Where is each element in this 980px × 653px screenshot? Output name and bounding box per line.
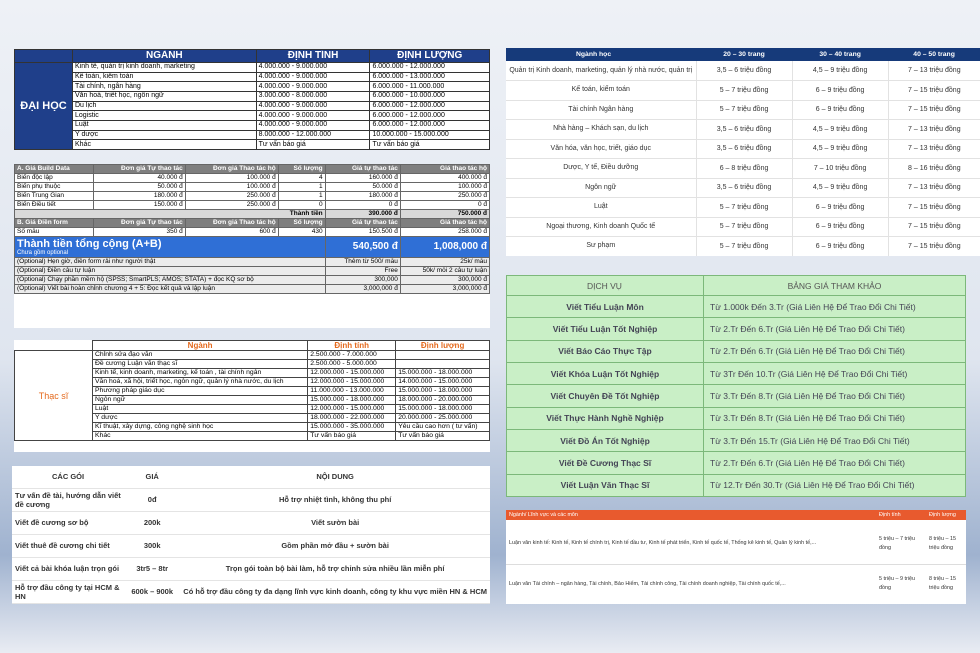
service-row xyxy=(507,452,966,474)
table-cell: Tài chính, ngân hàng xyxy=(73,82,257,92)
optional-row xyxy=(15,276,490,285)
table-body xyxy=(15,351,490,441)
page-count-price-panel xyxy=(506,48,980,256)
table-cell: 6.000.000 - 13.000.000 xyxy=(370,72,490,82)
grand-total-note: Chưa gồm optional xyxy=(17,249,69,256)
table-cell: Tư vấn báo giá xyxy=(396,432,490,441)
table-row xyxy=(506,217,980,237)
table-cell: 6 – 9 triệu đồng xyxy=(792,198,888,218)
table-cell: Kế toán, kiểm toán xyxy=(73,72,257,82)
service-price: Từ 12.Tr Đến 30.Tr (Giá Liên Hệ Để Trao Đổi Chi Tiết) xyxy=(704,474,966,496)
table-cell: 15.000.000 - 35.000.000 xyxy=(308,423,396,432)
col-header-nganh: Ngành xyxy=(93,341,308,351)
table-row xyxy=(15,101,490,111)
table-cell: Luật xyxy=(73,120,257,130)
level-label: ĐẠI HỌC xyxy=(15,63,73,150)
header-cell: Số lượng xyxy=(278,219,325,228)
table-row xyxy=(15,63,490,73)
table-cell: 258.000 đ xyxy=(400,228,489,237)
university-price-table xyxy=(14,49,490,150)
table-body xyxy=(15,165,490,294)
table-row xyxy=(15,120,490,130)
table-cell: Chỉnh sửa đạo văn xyxy=(93,351,308,360)
table-cell: Luận văn Tài chính – ngân hàng, Tài chính, Bảo Hiểm, Tài chính công, Tài chính doanh nghiệp, Tài chính quốc tế,... xyxy=(506,564,876,604)
table-cell: 0 xyxy=(278,201,325,210)
col-header-40-50: 40 – 50 trang xyxy=(888,48,980,61)
table-cell: 250.000 đ xyxy=(400,192,489,201)
table-cell: 3,5 – 6 triệu đồng xyxy=(696,61,792,81)
table-cell: Viết cả bài khóa luận trọn gói xyxy=(12,557,124,580)
table-cell: 8.000.000 - 12.000.000 xyxy=(256,130,370,140)
table-cell: 1 xyxy=(278,183,325,192)
thesis-field-price-panel xyxy=(506,510,966,604)
table-cell: 300k xyxy=(124,534,180,557)
table-cell: 5 – 7 triệu đồng xyxy=(696,198,792,218)
table-row xyxy=(506,159,980,179)
grand-total-self: 540,500 đ xyxy=(325,237,400,258)
service-price: Từ 2.Tr Đến 6.Tr (Giá Liên Hệ Để Trao Đổi Chi Tiết) xyxy=(704,340,966,362)
table-cell: 100.000 đ xyxy=(185,174,278,183)
table-row xyxy=(506,178,980,198)
table-cell: 15.000.000 - 18.000.000 xyxy=(396,405,490,414)
table-cell: 15.000.000 - 18.000.000 xyxy=(396,387,490,396)
table-cell: 3,5 – 6 triệu đồng xyxy=(696,120,792,140)
optional-self: Free xyxy=(325,267,400,276)
col-header-dinh-luong: Định lượng xyxy=(396,341,490,351)
table-row xyxy=(506,61,980,81)
service-row xyxy=(507,318,966,340)
service-row xyxy=(507,340,966,362)
table-cell: 15.000.000 - 18.000.000 xyxy=(396,369,490,378)
table-cell: 5 – 7 triệu đồng xyxy=(696,100,792,120)
level-label: Thạc sĩ xyxy=(15,351,93,441)
col-header-dinh-luong: ĐỊNH LƯỢNG xyxy=(370,50,490,63)
table-cell: Tư vấn đề tài, hướng dẫn viết đề cương xyxy=(12,488,124,511)
table-body xyxy=(507,296,966,497)
optional-row xyxy=(15,267,490,276)
table-cell: 7 – 13 triệu đồng xyxy=(888,120,980,140)
table-cell: 6.000.000 - 10.000.000 xyxy=(370,91,490,101)
header-cell: Số lượng xyxy=(278,165,325,174)
table-cell: Biến phụ thuộc xyxy=(15,183,94,192)
table-cell: Kế toán, kiểm toán xyxy=(506,81,696,101)
col-header-30-40: 30 – 40 trang xyxy=(792,48,888,61)
table-cell: Nhà hàng – Khách sạn, du lịch xyxy=(506,120,696,140)
header-cell: Đơn giá Thao tác hộ xyxy=(185,165,278,174)
table-body xyxy=(506,61,980,256)
service-name: Viết Chuyên Đề Tốt Nghiệp xyxy=(507,385,704,407)
optional-label: (Optional) Viết bài hoàn chỉnh chương 4 + 5: Đọc kết quả và lập luận xyxy=(15,285,326,294)
table-cell: 4,5 – 9 triệu đồng xyxy=(792,139,888,159)
table-cell xyxy=(396,351,490,360)
optional-label: (Optional) Hẹn giờ, điền form rải như người thật xyxy=(15,258,326,267)
table-cell: Tài chính Ngân hàng xyxy=(506,100,696,120)
table-cell: 7 – 13 triệu đồng xyxy=(888,139,980,159)
col-header-noi-dung: NỘI DUNG xyxy=(180,466,490,488)
table-cell: 2.500.000 - 5.000.000 xyxy=(308,360,396,369)
service-price: Từ 3.Tr Đến 8.Tr (Giá Liên Hệ Để Trao Đổi Chi Tiết) xyxy=(704,407,966,429)
service-price: Từ 3Tr Đến 10.Tr (Giá Liên Hệ Để Trao Đổi Chi Tiết) xyxy=(704,362,966,384)
table-cell: 7 – 15 triệu đồng xyxy=(888,217,980,237)
table-cell: Đề cương Luận văn thạc sĩ xyxy=(93,360,308,369)
optional-service: 50k/ mỗi 2 câu tự luận xyxy=(400,267,489,276)
table-cell: Logistic xyxy=(73,111,257,121)
page-count-price-table xyxy=(506,48,980,256)
optional-row xyxy=(15,285,490,294)
table-row xyxy=(506,524,966,564)
header-cell: Giá tự thao tác xyxy=(325,219,400,228)
subtotal-row xyxy=(15,210,490,219)
table-cell xyxy=(396,360,490,369)
table-cell: 6.000.000 - 12.000.000 xyxy=(370,101,490,111)
service-name: Viết Tiểu Luận Tốt Nghiệp xyxy=(507,318,704,340)
table-row xyxy=(15,228,490,237)
service-price: Từ 3.Tr Đến 15.Tr (Giá Liên Hệ Để Trao Đổi Chi Tiết) xyxy=(704,429,966,451)
table-cell: Viết đề cương sơ bộ xyxy=(12,511,124,534)
table-cell: 1 xyxy=(278,192,325,201)
table-cell: 15.000.000 - 18.000.000 xyxy=(308,396,396,405)
table-cell: 600 đ xyxy=(185,228,278,237)
table-cell: 7 – 13 triệu đồng xyxy=(888,61,980,81)
table-cell: 6.000.000 - 12.000.000 xyxy=(370,111,490,121)
table-cell: Trọn gói toàn bộ bài làm, hỗ trợ chỉnh sửa nhiều lần miễn phí xyxy=(180,557,490,580)
subtotal-self: 390.000 đ xyxy=(325,210,400,219)
table-cell: 150.500 đ xyxy=(325,228,400,237)
optional-label: (Optional) Điền câu tự luận xyxy=(15,267,326,276)
table-row xyxy=(15,91,490,101)
table-cell: 0đ xyxy=(124,488,180,511)
header-cell: Đơn giá Tự thao tác xyxy=(94,165,186,174)
table-cell: Ngôn ngữ xyxy=(93,396,308,405)
table-cell: 5 – 7 triệu đồng xyxy=(696,81,792,101)
master-price-table-panel xyxy=(14,340,490,452)
table-cell: 150.000 đ xyxy=(94,201,186,210)
service-name: Viết Tiểu Luận Môn xyxy=(507,296,704,318)
table-cell: 7 – 15 triệu đồng xyxy=(888,198,980,218)
table-cell: 6 – 8 triệu đồng xyxy=(696,159,792,179)
table-cell: Có hỗ trợ đầu công ty đa dạng lĩnh vực kinh doanh, công ty khu vực miền HN & HCM xyxy=(180,580,490,603)
table-row xyxy=(15,140,490,150)
service-name: Viết Thực Hành Nghề Nghiệp xyxy=(507,407,704,429)
table-cell: Ngôn ngữ xyxy=(506,178,696,198)
table-cell: 4 xyxy=(278,174,325,183)
service-row xyxy=(507,429,966,451)
table-cell: 20.000.000 - 25.000.000 xyxy=(396,414,490,423)
header-cell: Giá tự thao tác xyxy=(325,165,400,174)
table-cell: Tư vấn báo giá xyxy=(370,140,490,150)
service-price: Từ 1.000k Đến 3.Tr (Giá Liên Hệ Để Trao Đổi Chi Tiết) xyxy=(704,296,966,318)
table-cell: Hỗ trợ đầu công ty tại HCM & HN xyxy=(12,580,124,603)
table-cell: Văn hoá, triết học, ngôn ngữ xyxy=(73,91,257,101)
optional-self: 3,000,000 đ xyxy=(325,285,400,294)
table-cell: 200k xyxy=(124,511,180,534)
table-cell: Phương pháp giáo dục xyxy=(93,387,308,396)
table-cell: Kinh tế, kinh doanh, marketing, kế toán , tài chính ngân xyxy=(93,369,308,378)
table-cell: Viết sườn bài xyxy=(180,511,490,534)
table-cell: Tư vấn báo giá xyxy=(308,432,396,441)
table-cell: 100.000 đ xyxy=(400,183,489,192)
table-cell: Số mẫu xyxy=(15,228,94,237)
table-cell: 3.000.000 - 8.000.000 xyxy=(256,91,370,101)
table-cell: 100.000 đ xyxy=(185,183,278,192)
table-cell: 430 xyxy=(278,228,325,237)
table-cell: Biến Trung Gian xyxy=(15,192,94,201)
table-cell: Yêu cầu cao hơn ( tư vấn) xyxy=(396,423,490,432)
table-cell: Y dược xyxy=(73,130,257,140)
table-cell: 6.000.000 - 12.000.000 xyxy=(370,63,490,73)
service-row xyxy=(507,474,966,496)
table-row xyxy=(506,139,980,159)
table-cell: 180.000 đ xyxy=(94,192,186,201)
table-cell: Gồm phần mở đầu + sườn bài xyxy=(180,534,490,557)
header-cell: Đơn giá Tự thao tác xyxy=(94,219,186,228)
service-name: Viết Khóa Luận Tốt Nghiệp xyxy=(507,362,704,384)
table-row xyxy=(15,111,490,121)
table-cell: 350 đ xyxy=(94,228,186,237)
table-cell: 600k – 900k xyxy=(124,580,180,603)
service-name: Viết Luận Văn Thạc Sĩ xyxy=(507,474,704,496)
package-row xyxy=(12,511,490,534)
table-cell: Y dược xyxy=(93,414,308,423)
header-cell: Giá thao tác hộ xyxy=(400,165,489,174)
table-cell: 6 – 9 triệu đồng xyxy=(792,217,888,237)
table-cell: 4,5 – 9 triệu đồng xyxy=(792,61,888,81)
table-cell: Khác xyxy=(93,432,308,441)
package-row xyxy=(12,488,490,511)
table-cell: 18.000.000 - 20.000.000 xyxy=(396,396,490,405)
table-cell: 6 – 9 triệu đồng xyxy=(792,237,888,257)
table-row xyxy=(506,564,966,604)
university-price-table-panel xyxy=(14,49,490,150)
table-cell: 4.000.000 - 9.000.000 xyxy=(256,82,370,92)
table-cell: Sư phạm xyxy=(506,237,696,257)
table-row xyxy=(15,130,490,140)
table-cell: Văn hóa, văn học, triết, giáo dục xyxy=(506,139,696,159)
table-row xyxy=(15,201,490,210)
data-build-price-panel xyxy=(14,164,490,328)
table-cell: 160.000 đ xyxy=(325,174,400,183)
section-a-header xyxy=(15,165,490,174)
header-cell: B. Giá Điền form xyxy=(15,219,94,228)
table-cell: Quản trị Kinh doanh, marketing, quản lý nhà nước, quản trị xyxy=(506,61,696,81)
table-cell: 8 triệu – 15 triệu đồng xyxy=(926,564,966,604)
thesis-field-price-table xyxy=(506,510,966,604)
service-price: Từ 2.Tr Đến 6.Tr (Giá Liên Hệ Để Trao Đổi Chi Tiết) xyxy=(704,318,966,340)
table-cell: 7 – 15 triệu đồng xyxy=(888,81,980,101)
table-cell: Luật xyxy=(506,198,696,218)
table-cell: 4.000.000 - 9.000.000 xyxy=(256,120,370,130)
section-b-header xyxy=(15,219,490,228)
table-cell: 4.000.000 - 9.000.000 xyxy=(256,72,370,82)
table-cell: 40.000 đ xyxy=(94,174,186,183)
table-row xyxy=(506,100,980,120)
table-body xyxy=(506,520,966,604)
optional-label: (Optional) Chạy phần mềm hộ (SPSS; SmartPLS; AMOS; STATA) + đọc KQ sơ bộ xyxy=(15,276,326,285)
table-cell: 14.000.000 - 15.000.000 xyxy=(396,378,490,387)
optional-self: 300,000 xyxy=(325,276,400,285)
table-row xyxy=(15,82,490,92)
table-cell: Biến Điều tiết xyxy=(15,201,94,210)
table-cell: 6 – 9 triệu đồng xyxy=(792,100,888,120)
table-row xyxy=(15,174,490,183)
table-row xyxy=(15,192,490,201)
table-cell: 3,5 – 6 triệu đồng xyxy=(696,139,792,159)
service-price-panel xyxy=(506,275,966,497)
col-header-dinh-luong: Định lượng xyxy=(926,510,966,520)
table-row xyxy=(506,81,980,101)
table-cell: Luật xyxy=(93,405,308,414)
col-header-20-30: 20 – 30 trang xyxy=(696,48,792,61)
table-body xyxy=(15,63,490,150)
table-cell: 4.000.000 - 9.000.000 xyxy=(256,111,370,121)
table-cell: 5 triệu – 7 triệu đồng xyxy=(876,524,926,564)
col-header-nganh: NGÀNH xyxy=(73,50,257,63)
col-header-dinh-tinh: ĐỊNH TÍNH xyxy=(256,50,370,63)
optional-service: 3,000,000 đ xyxy=(400,285,489,294)
col-header-dinh-tinh: Định tính xyxy=(308,341,396,351)
table-cell: 12.000.000 - 15.000.000 xyxy=(308,369,396,378)
table-cell: 5 – 7 triệu đồng xyxy=(696,217,792,237)
service-name: Viết Đồ Án Tốt Nghiệp xyxy=(507,429,704,451)
table-cell: 7 – 13 triệu đồng xyxy=(888,178,980,198)
header-cell: Đơn giá Thao tác hộ xyxy=(185,219,278,228)
package-price-table xyxy=(12,466,490,604)
col-header-nganh-hoc: Ngành học xyxy=(506,48,696,61)
col-header-gia: GIÁ xyxy=(124,466,180,488)
optional-service: 300,000 đ xyxy=(400,276,489,285)
table-cell: 250.000 đ xyxy=(185,201,278,210)
table-row xyxy=(15,183,490,192)
table-cell: 6.000.000 - 12.000.000 xyxy=(370,120,490,130)
package-row xyxy=(12,580,490,603)
grand-total-service: 1,008,000 đ xyxy=(400,237,489,258)
master-price-table xyxy=(14,340,490,441)
table-cell: 0 đ xyxy=(400,201,489,210)
optional-self: Thêm từ 500/ mẫu xyxy=(325,258,400,267)
table-cell: 4.000.000 - 9.000.000 xyxy=(256,101,370,111)
table-cell: 3tr5 – 8tr xyxy=(124,557,180,580)
table-cell: 250.000 đ xyxy=(185,192,278,201)
service-row xyxy=(507,407,966,429)
table-cell: 12.000.000 - 15.000.000 xyxy=(308,378,396,387)
col-header-bang-gia: BẢNG GIÁ THAM KHẢO xyxy=(704,276,966,296)
table-cell: 12.000.000 - 15.000.000 xyxy=(308,405,396,414)
grand-total-title: Thành tiền tổng cộng (A+B) xyxy=(17,237,162,250)
table-cell: 7 – 15 triệu đồng xyxy=(888,237,980,257)
table-row xyxy=(506,237,980,257)
package-row xyxy=(12,557,490,580)
table-cell: 7 – 15 triệu đồng xyxy=(888,100,980,120)
table-cell: 11.000.000 - 13.000.000 xyxy=(308,387,396,396)
col-header-nganh: Ngành/ Lĩnh vực và các môn xyxy=(506,510,876,520)
col-header-dinh-tinh: Định tính xyxy=(876,510,926,520)
table-cell: 50.000 đ xyxy=(325,183,400,192)
table-cell: Ngoại thương, Kinh doanh Quốc tế xyxy=(506,217,696,237)
table-body xyxy=(12,488,490,603)
table-cell: Hỗ trợ nhiệt tình, không thu phí xyxy=(180,488,490,511)
table-cell: 0 đ xyxy=(325,201,400,210)
package-row xyxy=(12,534,490,557)
table-cell: 8 triệu – 15 triệu đồng xyxy=(926,524,966,564)
table-cell: Biến độc lập xyxy=(15,174,94,183)
table-cell: 50.000 đ xyxy=(94,183,186,192)
table-cell: 6 – 9 triệu đồng xyxy=(792,81,888,101)
table-row xyxy=(15,72,490,82)
table-cell: Khác xyxy=(73,140,257,150)
service-name: Viết Đề Cương Thạc Sĩ xyxy=(507,452,704,474)
header-cell: Giá thao tác hộ xyxy=(400,219,489,228)
grand-total-row xyxy=(15,237,490,258)
service-price-table xyxy=(506,275,966,497)
table-cell: 7 – 10 triệu đồng xyxy=(792,159,888,179)
table-cell: Du lịch xyxy=(73,101,257,111)
table-cell: 4,5 – 9 triệu đồng xyxy=(792,178,888,198)
table-cell: 4.000.000 - 9.000.000 xyxy=(256,63,370,73)
header-cell: A. Giá Build Data xyxy=(15,165,94,174)
table-cell: Dược, Y tế, Điều dưỡng xyxy=(506,159,696,179)
table-cell: 10.000.000 - 15.000.000 xyxy=(370,130,490,140)
table-cell: 5 – 7 triệu đồng xyxy=(696,237,792,257)
table-row xyxy=(506,198,980,218)
package-price-panel xyxy=(12,466,490,604)
subtotal-label: Thành tiền xyxy=(15,210,326,219)
service-name: Viết Báo Cáo Thực Tập xyxy=(507,340,704,362)
table-cell: Tư vấn báo giá xyxy=(256,140,370,150)
subtotal-service: 750.000 đ xyxy=(400,210,489,219)
table-cell: 4,5 – 9 triệu đồng xyxy=(792,120,888,140)
table-cell: 18.000.000 - 22.000.000 xyxy=(308,414,396,423)
table-cell: 2.500.000 - 7.000.000 xyxy=(308,351,396,360)
data-build-price-table xyxy=(14,164,490,294)
optional-service: 25k/ mẫu xyxy=(400,258,489,267)
table-cell: 180.000 đ xyxy=(325,192,400,201)
table-cell: Luận văn kinh tế: Kinh tế, Kinh tế chính trị, Kinh tế đầu tư, Kinh tế phát triển, Kinh tế quốc tế, Thống kê kinh tế, Quản lý kinh tế,... xyxy=(506,524,876,564)
table-cell: 3,5 – 6 triệu đồng xyxy=(696,178,792,198)
service-price: Từ 3.Tr Đến 8.Tr (Giá Liên Hệ Để Trao Đổi Chi Tiết) xyxy=(704,385,966,407)
table-cell: Văn hoá, xã hội, triết học, ngôn ngữ, quản lý nhà nước, du lịch xyxy=(93,378,308,387)
table-cell: 8 – 16 triệu đồng xyxy=(888,159,980,179)
col-header-dich-vu: DỊCH VỤ xyxy=(507,276,704,296)
table-cell: 5 triệu – 9 triệu đồng xyxy=(876,564,926,604)
table-row xyxy=(506,120,980,140)
optional-row xyxy=(15,258,490,267)
table-cell: Kĩ thuật, xây dựng, công nghệ sinh học xyxy=(93,423,308,432)
table-cell: 6.000.000 - 11.000.000 xyxy=(370,82,490,92)
col-header-goi: CÁC GÓI xyxy=(12,466,124,488)
service-row xyxy=(507,296,966,318)
table-cell: Viết thuê đề cương chi tiết xyxy=(12,534,124,557)
service-price: Từ 2.Tr Đến 6.Tr (Giá Liên Hệ Để Trao Đổi Chi Tiết) xyxy=(704,452,966,474)
service-row xyxy=(507,362,966,384)
service-row xyxy=(507,385,966,407)
table-cell: Kinh tế, quản trị kinh doanh, marketing xyxy=(73,63,257,73)
table-cell: 400.000 đ xyxy=(400,174,489,183)
table-row xyxy=(15,351,490,360)
grand-total-label xyxy=(15,237,326,258)
